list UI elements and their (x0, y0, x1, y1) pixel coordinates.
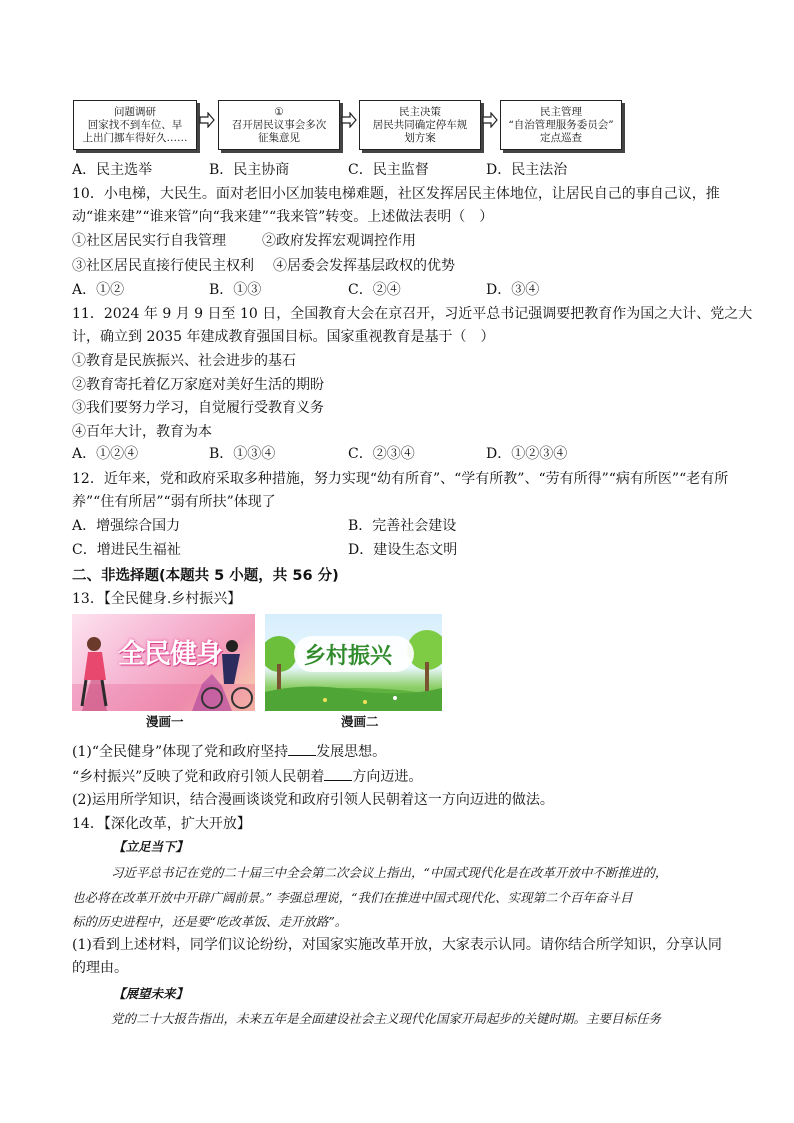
flow-text: 民主管理 (540, 105, 582, 118)
statement: ④百年大计，教育为本 (72, 424, 212, 440)
flow-text: 民主决策 (399, 105, 441, 118)
option-c[interactable]: C．民主监督 (348, 162, 429, 178)
option-b[interactable]: B．完善社会建设 (348, 518, 457, 534)
statement: ③社区居民直接行使民主权利 (72, 258, 254, 274)
flow-text: “自治管理服务委员会” (508, 118, 614, 131)
question-text: 方向迈进。 (352, 769, 423, 785)
q14-question-1: (1)看到上述材料，同学们议论纷纷，对国家实施改革开放，大家表示认同。请你结合所学知识，分享认同 (72, 937, 722, 953)
option-c[interactable]: C．增进民生福祉 (72, 542, 181, 558)
statement: ②政府发挥宏观调控作用 (262, 233, 416, 249)
arrow-right-icon (482, 112, 498, 128)
q12-stem: 12．近年来，党和政府采取多种措施，努力实现“幼有所育”、“学有所教”、“劳有所得”“病有所医”“老有所 (72, 471, 729, 487)
option-a[interactable]: A．①② (72, 282, 125, 298)
q12-stem: 养”“住有所居”“弱有所扶”体现了 (72, 494, 276, 510)
option-c[interactable]: C．②③④ (348, 446, 415, 462)
material-text: 习近平总书记在党的二十届三中全会第二次会议上指出，“中国式现代化是在改革开放中不断推进的， (111, 865, 668, 880)
material-subheading: 【展望未来】 (113, 986, 189, 1001)
flow-text: ① (274, 105, 284, 118)
q13-question-2: (2)运用所学知识，结合漫画谈谈党和政府引领人民朝着这一方向迈进的做法。 (72, 792, 554, 808)
flow-box-decision (359, 100, 481, 150)
flow-text: 问题调研 (114, 105, 156, 118)
flow-text: 召开居民议事会多次 (231, 118, 327, 131)
option-d[interactable]: D．民主法治 (486, 162, 568, 178)
arrow-right-icon (341, 112, 357, 128)
statement: ②教育寄托着亿万家庭对美好生活的期盼 (72, 377, 324, 393)
material-subheading: 【立足当下】 (113, 839, 189, 854)
flow-text: 划方案 (404, 131, 436, 144)
q13-question-1b (72, 766, 422, 787)
flow-box-research (73, 100, 197, 150)
answer-blank[interactable] (288, 741, 316, 756)
answer-blank[interactable] (324, 766, 352, 781)
q10-stem: 10．小电梯，大民生。面对老旧小区加装电梯难题，社区发挥居民主体地位，让居民自己的事自己议，推 (72, 186, 720, 202)
option-d[interactable]: D．①②③④ (486, 446, 568, 462)
statement: ①教育是民族振兴、社会进步的基石 (72, 353, 296, 369)
question-text: 发展思想。 (316, 744, 387, 760)
material-text: 也必将在改革开放中开辟广阔前景。” 李强总理说，“我们在推进中国式现代化、实现第二个百年奋斗目 (72, 890, 633, 905)
flow-text: 上出门挪车得好久…… (82, 131, 188, 144)
option-b[interactable]: B．①③ (209, 282, 262, 298)
option-b[interactable]: B．民主协商 (209, 162, 290, 178)
statement: ③我们要努力学习，自觉履行受教育义务 (72, 400, 324, 416)
q13-question-1 (72, 741, 386, 762)
material-text: 标的历史进程中，还是要“吃改革饭、走开放路”。 (72, 914, 348, 929)
option-b[interactable]: B．①③④ (209, 446, 276, 462)
statement: ①社区居民实行自我管理 (72, 233, 226, 249)
q14-question-1: 的理由。 (72, 960, 128, 976)
flow-box-consult (218, 100, 340, 150)
option-d[interactable]: D．③④ (486, 282, 540, 298)
flow-text: 定点巡查 (540, 131, 582, 144)
cartoon-one-image (72, 614, 255, 711)
cartoon-one-text: 全民健身 (118, 639, 222, 670)
flow-text: 回家找不到车位、早 (87, 118, 183, 131)
section-heading: 二、非选择题(本题共 5 小题，共 56 分) (72, 568, 339, 584)
caption-one: 漫画一 (146, 714, 184, 729)
q11-stem: 计，确立到 2035 年建成教育强国目标。国家重视教育是基于（ ） (72, 329, 495, 345)
flow-text: 征集意见 (258, 131, 300, 144)
option-c[interactable]: C．②④ (348, 282, 401, 298)
q14-title: 14．【深化改革，扩大开放】 (72, 816, 251, 832)
option-a[interactable]: A．①②④ (72, 446, 139, 462)
caption-two: 漫画二 (341, 714, 379, 729)
q11-stem: 11．2024 年 9 月 9 日至 10 日，全国教育大会在京召开，习近平总书记强调要把教育作为国之大计、党之大 (72, 306, 753, 322)
q13-title: 13．【全民健身.乡村振兴】 (72, 591, 242, 607)
question-text: “乡村振兴”反映了党和政府引领人民朝着 (72, 769, 325, 785)
option-a[interactable]: A．民主选举 (72, 162, 153, 178)
q10-stem: 动“谁来建”“谁来管”向“我来建”“我来管”转变。上述做法表明（ ） (72, 209, 494, 225)
question-text: (1)“全民健身”体现了党和政府坚持 (72, 744, 289, 760)
flow-text: 居民共同确定停车规 (372, 118, 468, 131)
flow-box-management (500, 100, 622, 150)
option-a[interactable]: A．增强综合国力 (72, 518, 181, 534)
cartoon-two-image (265, 614, 442, 711)
arrow-right-icon (199, 112, 215, 128)
material-text: 党的二十大报告指出，未来五年是全面建设社会主义现代化国家开局起步的关键时期。主要目标任务 (111, 1011, 662, 1026)
statement: ④居委会发挥基层政权的优势 (273, 258, 455, 274)
cartoon-two-text: 乡村振兴 (304, 644, 393, 669)
option-d[interactable]: D．建设生态文明 (348, 542, 458, 558)
